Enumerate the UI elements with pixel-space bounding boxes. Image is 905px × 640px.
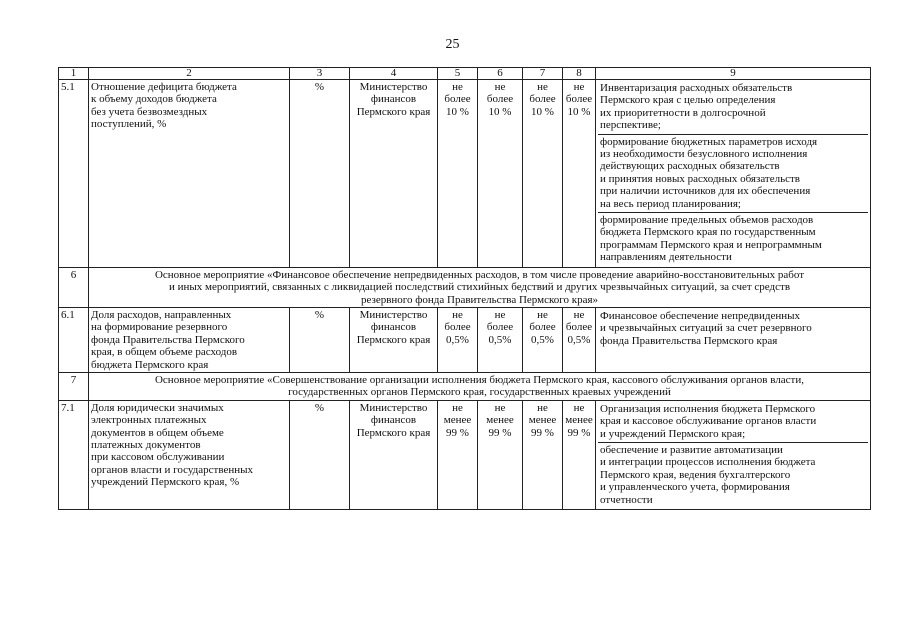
executor-cell: Министерство финансов Пермского края — [350, 307, 438, 372]
event-item: обеспечение и развитие автоматизации и интеграции процессов исполнения бюджета Пермского края, ведения бухгалтерского и управленческого учета, формирования отчетности — [600, 443, 816, 506]
event-item: формирование бюджетных параметров исходя из необходимости безусловного исполнения действующих расходных обязательств и принятия новых расходных обязательств при наличии источников для их обеспечения на весь период планирования; — [598, 135, 868, 213]
row-number: 5.1 — [59, 80, 89, 268]
value-cell: не более 10 % — [478, 80, 523, 268]
indicator-row — [59, 307, 871, 372]
activity-text: Основное мероприятие «Финансовое обеспечение непредвиденных расходов, в том числе проведение аварийно-восстановительных работ и иных мероприятий, связанных с ликвидацией последствий стихийных бедствий и других чрезвычайных ситуаций, за счет средств резервного фонда Правительства Пермского края» — [89, 267, 871, 307]
value-cell: не более 0,5% — [563, 307, 596, 372]
value-cell: не менее 99 % — [523, 400, 563, 509]
page-number: 25 — [445, 37, 460, 52]
header-cell: 3 — [290, 68, 350, 80]
value-cell: не более 10 % — [438, 80, 478, 268]
indicator-row — [59, 80, 871, 268]
executor-cell: Министерство финансов Пермского края — [350, 80, 438, 268]
header-cell: 6 — [478, 68, 523, 80]
header-cell: 9 — [596, 68, 871, 80]
header-cell: 1 — [59, 68, 89, 80]
events-cell — [596, 307, 871, 372]
activity-row — [59, 267, 871, 307]
event-item: Финансовое обеспечение непредвиденных и чрезвычайных ситуаций за счет резервного фонда Правительства Пермского края — [600, 309, 812, 347]
value-cell: не более 0,5% — [478, 307, 523, 372]
header-cell: 8 — [563, 68, 596, 80]
events-cell — [596, 400, 871, 509]
table-header-row — [59, 68, 871, 80]
event-item: Организация исполнения бюджета Пермского края и кассовое обслуживание органов власти и учреждений Пермского края; — [598, 402, 868, 443]
indicator-name: Отношение дефицита бюджета к объему доходов бюджета без учета безвозмездных поступлений, % — [89, 80, 290, 268]
unit-cell: % — [290, 80, 350, 268]
event-item: Инвентаризация расходных обязательств Пермского края с целью определения их приоритетности в долгосрочной перспективе; — [598, 81, 868, 135]
header-cell: 4 — [350, 68, 438, 80]
events-cell — [596, 80, 871, 268]
row-number: 7.1 — [59, 400, 89, 509]
row-number: 6.1 — [59, 307, 89, 372]
header-cell: 5 — [438, 68, 478, 80]
value-cell: не более 10 % — [563, 80, 596, 268]
event-item: формирование предельных объемов расходов бюджета Пермского края по государственным программам Пермского края и непрограммным направлениям деятельности — [600, 214, 822, 264]
unit-cell: % — [290, 307, 350, 372]
value-cell: не более 0,5% — [523, 307, 563, 372]
activity-row — [59, 372, 871, 400]
value-cell: не менее 99 % — [563, 400, 596, 509]
value-cell: не менее 99 % — [478, 400, 523, 509]
indicator-row — [59, 400, 871, 509]
header-cell: 2 — [89, 68, 290, 80]
row-number: 6 — [59, 267, 89, 307]
indicator-name: Доля юридически значимых электронных платежных документов в общем объеме платежных документов при кассовом обслуживании органов власти и государственных учреждений Пермского края, % — [89, 400, 290, 509]
unit-cell: % — [290, 400, 350, 509]
activity-text: Основное мероприятие «Совершенствование организации исполнения бюджета Пермского края, кассового обслуживания органов власти, государственных органов Пермского края, государственных краевых учреждений — [89, 372, 871, 400]
header-cell: 7 — [523, 68, 563, 80]
executor-cell: Министерство финансов Пермского края — [350, 400, 438, 509]
value-cell: не более 10 % — [523, 80, 563, 268]
indicators-table — [58, 67, 871, 510]
value-cell: не менее 99 % — [438, 400, 478, 509]
value-cell: не более 0,5% — [438, 307, 478, 372]
row-number: 7 — [59, 372, 89, 400]
indicator-name: Доля расходов, направленных на формирование резервного фонда Правительства Пермского края, в общем объеме расходов бюджета Пермского края — [89, 307, 290, 372]
